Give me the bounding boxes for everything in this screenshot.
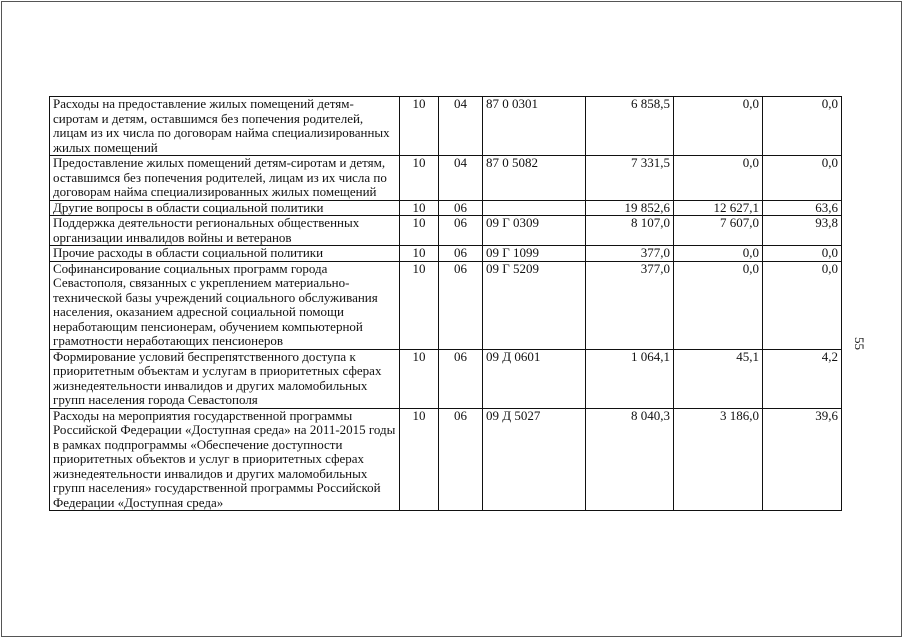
section-code: 10 <box>400 97 439 156</box>
execution-percent: 0,0 <box>763 246 842 262</box>
budget-table-body <box>50 97 842 511</box>
executed-amount: 45,1 <box>674 349 763 408</box>
table-row <box>50 200 842 216</box>
table-row <box>50 349 842 408</box>
execution-percent: 63,6 <box>763 200 842 216</box>
executed-amount: 0,0 <box>674 156 763 201</box>
target-article-code: 09 Г 0309 <box>483 216 586 246</box>
subsection-code: 06 <box>439 246 483 262</box>
subsection-code: 06 <box>439 408 483 511</box>
subsection-code: 04 <box>439 156 483 201</box>
executed-amount: 0,0 <box>674 246 763 262</box>
table-row <box>50 216 842 246</box>
target-article-code: 87 0 0301 <box>483 97 586 156</box>
table-row <box>50 408 842 511</box>
section-code: 10 <box>400 246 439 262</box>
target-article-code: 87 0 5082 <box>483 156 586 201</box>
target-article-code: 09 Д 5027 <box>483 408 586 511</box>
target-article-code: 09 Г 5209 <box>483 261 586 349</box>
executed-amount: 7 607,0 <box>674 216 763 246</box>
planned-amount: 377,0 <box>586 246 674 262</box>
execution-percent: 0,0 <box>763 97 842 156</box>
executed-amount: 0,0 <box>674 261 763 349</box>
executed-amount: 0,0 <box>674 97 763 156</box>
executed-amount: 3 186,0 <box>674 408 763 511</box>
expense-item-name: Прочие расходы в области социальной политики <box>50 246 400 262</box>
table-row <box>50 261 842 349</box>
budget-table <box>49 96 842 511</box>
planned-amount: 19 852,6 <box>586 200 674 216</box>
table-row <box>50 156 842 201</box>
subsection-code: 06 <box>439 261 483 349</box>
subsection-code: 04 <box>439 97 483 156</box>
planned-amount: 377,0 <box>586 261 674 349</box>
execution-percent: 0,0 <box>763 156 842 201</box>
section-code: 10 <box>400 156 439 201</box>
table-row <box>50 246 842 262</box>
section-code: 10 <box>400 200 439 216</box>
table-row <box>50 97 842 156</box>
planned-amount: 8 107,0 <box>586 216 674 246</box>
execution-percent: 0,0 <box>763 261 842 349</box>
expense-item-name: Поддержка деятельности региональных общественных организации инвалидов войны и ветеранов <box>50 216 400 246</box>
page-number: 55 <box>852 337 867 350</box>
expense-item-name: Расходы на предоставление жилых помещений детям-сиротам и детям, оставшимся без попечения родителей, лицам из их числа по договорам найма специализированных жилых помещений <box>50 97 400 156</box>
section-code: 10 <box>400 216 439 246</box>
planned-amount: 1 064,1 <box>586 349 674 408</box>
expense-item-name: Формирование условий беспрепятственного доступа к приоритетным объектам и услугам в приоритетных сферах жизнедеятельности инвалидов и других маломобильных групп населения города Севастополя <box>50 349 400 408</box>
subsection-code: 06 <box>439 216 483 246</box>
expense-item-name: Расходы на мероприятия государственной программы Российской Федерации «Доступная среда» на 2011-2015 годы в рамках подпрограммы «Обеспечение доступности приоритетных объектов и услуг в приоритетных сферах жизнедеятельности инвалидов и других маломобильных групп населения» государственной программы Российской Федерации «Доступная среда» <box>50 408 400 511</box>
target-article-code: 09 Д 0601 <box>483 349 586 408</box>
target-article-code: 09 Г 1099 <box>483 246 586 262</box>
section-code: 10 <box>400 349 439 408</box>
section-code: 10 <box>400 408 439 511</box>
expense-item-name: Другие вопросы в области социальной политики <box>50 200 400 216</box>
expense-item-name: Софинансирование социальных программ города Севастополя, связанных с укреплением материально-технической базы учреждений социального обслуживания населения, оказанием адресной социальной помощи неработающим пенсионерам, обучением компьютерной грамотности неработающих пенсионеров <box>50 261 400 349</box>
execution-percent: 39,6 <box>763 408 842 511</box>
section-code: 10 <box>400 261 439 349</box>
subsection-code: 06 <box>439 200 483 216</box>
planned-amount: 6 858,5 <box>586 97 674 156</box>
planned-amount: 7 331,5 <box>586 156 674 201</box>
execution-percent: 4,2 <box>763 349 842 408</box>
planned-amount: 8 040,3 <box>586 408 674 511</box>
execution-percent: 93,8 <box>763 216 842 246</box>
subsection-code: 06 <box>439 349 483 408</box>
target-article-code <box>483 200 586 216</box>
executed-amount: 12 627,1 <box>674 200 763 216</box>
expense-item-name: Предоставление жилых помещений детям-сиротам и детям, оставшимся без попечения родителей, лицам из их числа по договорам найма специализированных жилых помещений <box>50 156 400 201</box>
